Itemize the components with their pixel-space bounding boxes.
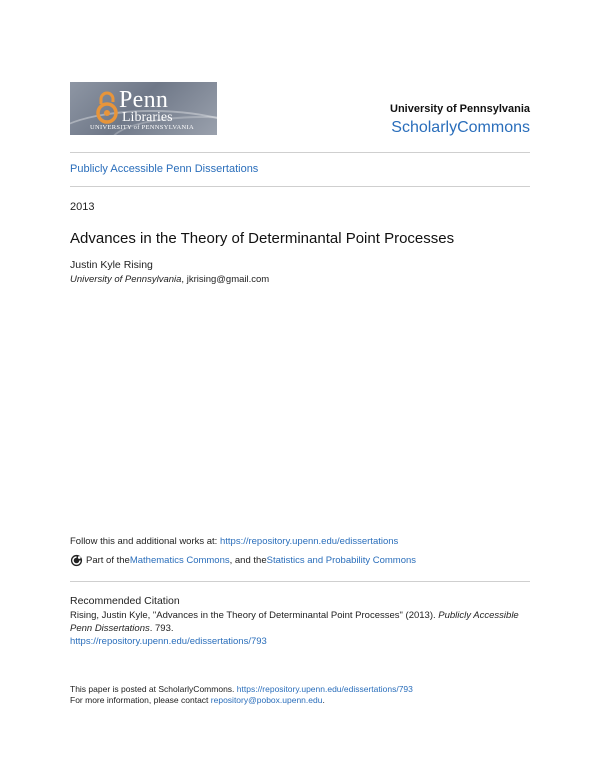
university-name: University of Pennsylvania	[390, 103, 530, 115]
citation-text: Rising, Justin Kyle, "Advances in the Theory of Determinantal Point Processes" (2013).	[70, 610, 439, 621]
posted-text: This paper is posted at ScholarlyCommons.	[70, 684, 237, 694]
divider	[70, 186, 530, 187]
logo-penn-text: Penn	[119, 87, 169, 113]
mathematics-commons-link[interactable]: Mathematics Commons	[129, 555, 230, 566]
statistics-commons-link[interactable]: Statistics and Probability Commons	[266, 555, 417, 566]
contact-email-link[interactable]: repository@pobox.upenn.edu	[210, 695, 323, 705]
follow-text: Follow this and additional works at:	[70, 536, 220, 547]
document-title: Advances in the Theory of Determinantal Point Processes	[70, 230, 455, 247]
author-email: jkrising@gmail.com	[186, 274, 270, 285]
divider	[70, 152, 530, 153]
citation-series: Publicly Accessible Penn Dissertations	[70, 610, 519, 634]
institution-name: University of Pennsylvania	[70, 274, 182, 285]
creative-commons-icon	[70, 554, 83, 567]
posted-url-link[interactable]: https://repository.upenn.edu/edissertations/793	[236, 684, 413, 694]
part-of-middle: , and the	[229, 555, 267, 566]
edissertations-link[interactable]: https://repository.upenn.edu/edissertations	[219, 536, 399, 547]
citation-body	[70, 609, 540, 635]
citation-heading: Recommended Citation	[70, 595, 180, 607]
author-affiliation	[70, 274, 269, 285]
citation-number: . 793.	[149, 623, 174, 634]
posted-line	[70, 684, 413, 694]
author-name: Justin Kyle Rising	[70, 259, 153, 271]
contact-text: For more information, please contact	[70, 695, 211, 705]
citation-url-link[interactable]: https://repository.upenn.edu/edissertations/793	[70, 636, 267, 647]
separator: ,	[181, 274, 187, 285]
part-of-prefix: Part of the	[86, 555, 130, 566]
contact-line	[70, 695, 325, 705]
scholarlycommons-link[interactable]: ScholarlyCommons	[391, 119, 530, 136]
logo-university-text: UNIVERSITY of PENNSYLVANIA	[90, 124, 194, 131]
part-of-line	[70, 554, 416, 567]
follow-line	[70, 536, 398, 547]
penn-libraries-logo[interactable]	[70, 82, 217, 135]
divider	[70, 581, 530, 582]
open-access-lock-icon	[94, 90, 120, 124]
publication-year: 2013	[70, 201, 95, 213]
contact-end: .	[322, 695, 325, 705]
logo-libraries-text: Libraries	[122, 110, 173, 125]
series-link[interactable]: Publicly Accessible Penn Dissertations	[70, 163, 259, 175]
